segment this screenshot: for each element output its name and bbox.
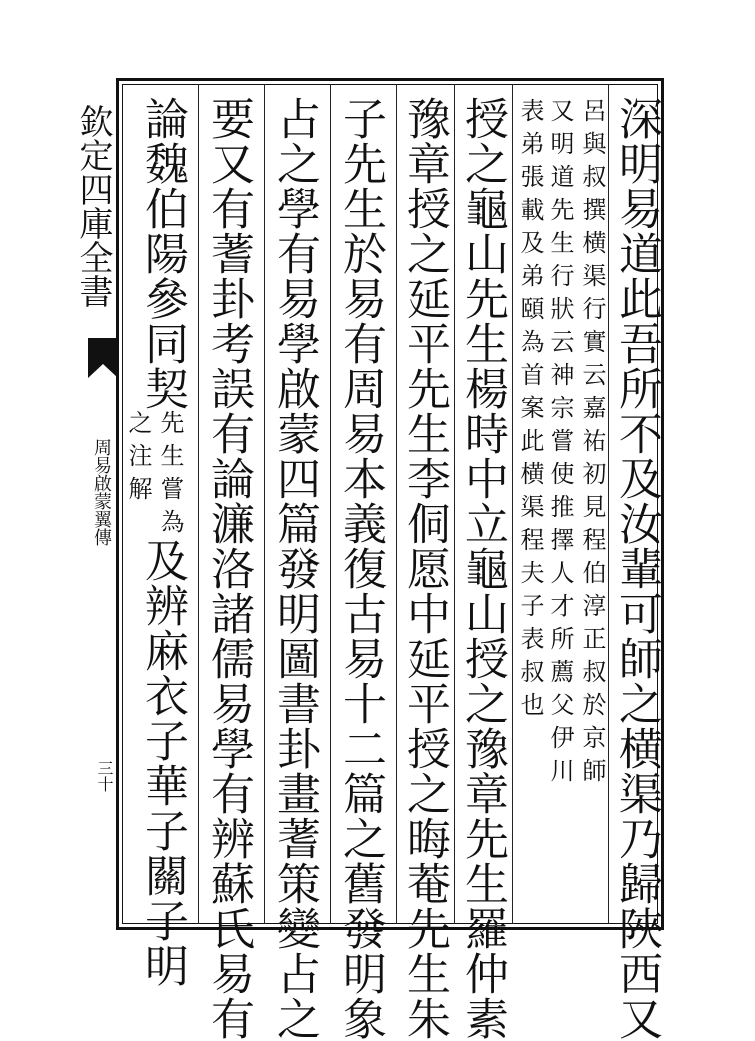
text-column-8: 占之學有易學啟蒙四篇發明圖書卦畫蓍策變占之: [269, 96, 320, 1041]
column-rule: [512, 84, 513, 924]
column-rule: [330, 84, 331, 924]
text-column-3: 又明道先生行狀云神宗嘗使推擇人才所薦父伊川: [546, 98, 574, 791]
text-column-10-main: 論魏伯陽參同契: [137, 96, 188, 411]
column-rule: [454, 84, 455, 924]
fish-tail-mark-icon: [88, 338, 118, 378]
text-column-1: 深明易道此吾所不及汝輩可師之横渠乃歸陜西又: [611, 96, 662, 1041]
text-column-2: 呂與叔撰横渠行實云嘉祐初見程伯淳正叔於京師: [578, 98, 606, 791]
text-column-9: 要又有蓍卦考誤有論濂洛諸儒易學有辨蘇氏易有: [203, 96, 254, 1041]
book-subtitle: 周易啟蒙翼傳: [91, 438, 112, 546]
text-column-10-tail: 及辨麻衣子華子關子明: [137, 538, 188, 988]
text-column-10-note-right: 先生嘗為: [156, 410, 184, 542]
text-column-4: 表弟張載及弟頤為首案此横渠程夫子表叔也: [516, 98, 544, 725]
column-rule: [608, 84, 609, 924]
text-column-5: 授之龜山先生楊時中立龜山授之豫章先生羅仲素: [457, 96, 508, 1041]
page-number: 三十: [95, 760, 114, 792]
column-rule: [264, 84, 265, 924]
column-rule: [198, 84, 199, 924]
text-column-6: 豫章授之延平先生李侗愿中延平授之晦菴先生朱: [399, 96, 450, 1041]
column-rule: [396, 84, 397, 924]
text-column-10-note-left: 之注解: [124, 410, 152, 509]
text-column-7: 子先生於易有周易本義復古易十二篇之舊發明象: [335, 96, 386, 1041]
book-title: 欽定四庫全書: [73, 104, 113, 308]
